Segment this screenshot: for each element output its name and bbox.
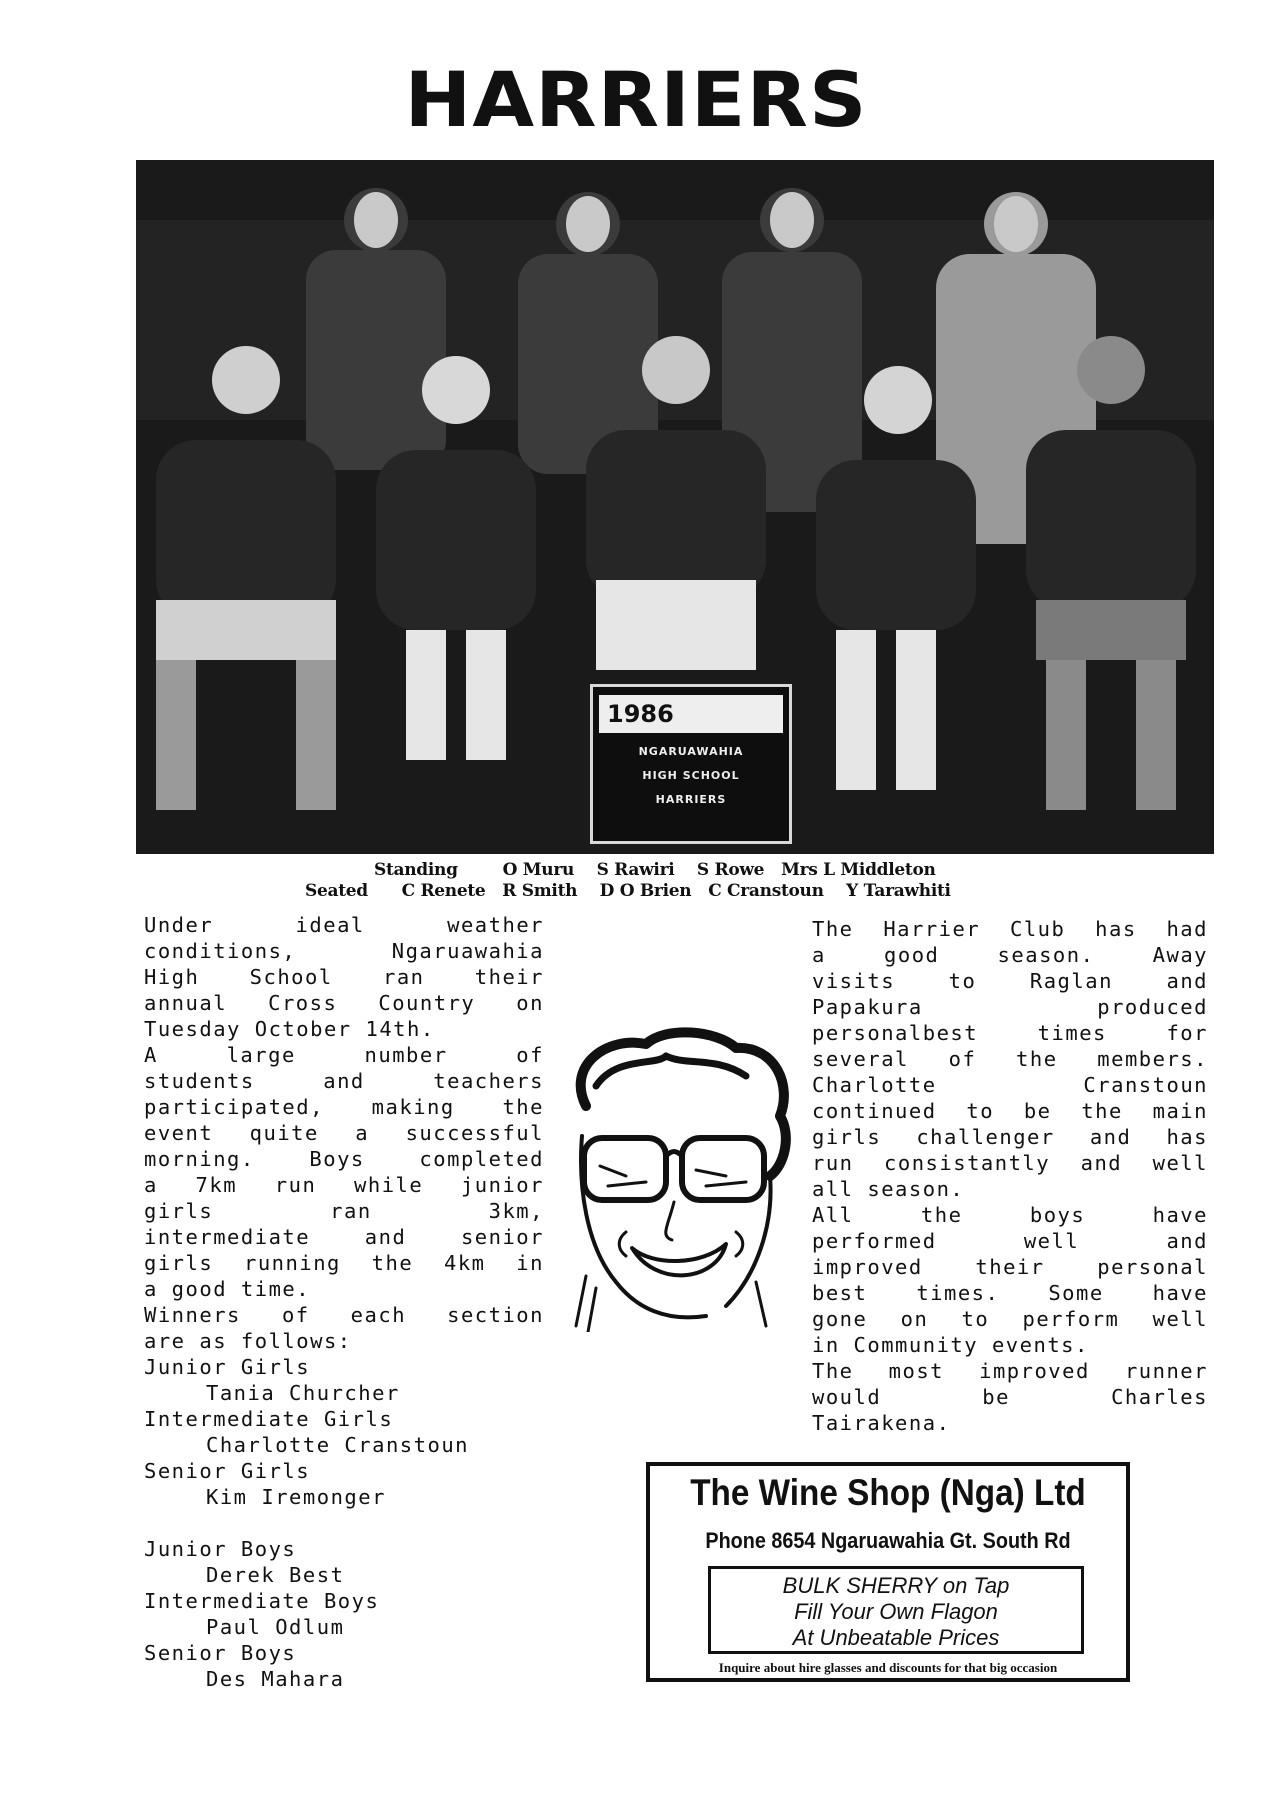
article-line: a good time. [144, 1277, 311, 1301]
ad-offer-line: At Unbeatable Prices [792, 1625, 1000, 1650]
winner-name: Charlotte Cranstoun [206, 1433, 469, 1457]
article-line: girls ran 3km, [144, 1199, 544, 1223]
board-line: NGARUAWAHIA [638, 745, 744, 758]
article-left-column [144, 912, 544, 1692]
article-line: in Community events. [812, 1333, 1089, 1357]
article-line: run consistantly and well [812, 1151, 1208, 1175]
caption-name: R Smith [502, 881, 578, 901]
ad-phone-line: Phone 8654 Ngaruawahia Gt. South Rd [705, 1528, 1071, 1553]
ad-offer-line: BULK SHERRY on Tap [782, 1573, 1010, 1598]
winner-name: Des Mahara [206, 1667, 345, 1691]
article-line: Papakura produced [812, 995, 1208, 1019]
article-line: gone on to perform well [812, 1307, 1208, 1331]
winner-name: Tania Churcher [206, 1381, 400, 1405]
caption-seated [305, 881, 1272, 901]
spacer [144, 1510, 544, 1536]
article-line: Tairakena. [812, 1411, 951, 1435]
wine-shop-advertisement [646, 1462, 1130, 1682]
article-right-column [812, 916, 1208, 1436]
article-line: conditions, Ngaruawahia [144, 939, 544, 963]
winner-name: Derek Best [206, 1563, 345, 1587]
caption-name: C Renete [401, 881, 486, 901]
article-line: best times. Some have [812, 1281, 1208, 1305]
article-line: continued to be the main [812, 1099, 1208, 1123]
article-line: The Harrier Club has had [812, 917, 1208, 941]
article-line: visits to Raglan and [812, 969, 1208, 993]
article-line: personalbest times for [812, 1021, 1208, 1045]
article-line: girls challenger and has [812, 1125, 1208, 1149]
board-line: HARRIERS [655, 793, 727, 806]
article-line: students and teachers [144, 1069, 544, 1093]
article-line: annual Cross Country on [144, 991, 544, 1015]
article-line: improved their personal [812, 1255, 1208, 1279]
winner-name: Paul Odlum [206, 1615, 345, 1639]
board-line: HIGH SCHOOL [642, 769, 740, 782]
caption-standing [374, 860, 1272, 880]
article-line: several of the members. [812, 1047, 1208, 1071]
article-line: a good season. Away [812, 943, 1208, 967]
winner-category: Intermediate Boys [144, 1589, 380, 1613]
caption-name: S Rowe [696, 860, 765, 880]
article-line: Under ideal weather [144, 913, 544, 937]
school-sign-board [590, 684, 792, 844]
caption-label: Standing [374, 860, 458, 880]
page-title: HARRIERS [404, 55, 868, 144]
article-line: are as follows: [144, 1329, 352, 1353]
article-line: performed well and [812, 1229, 1208, 1253]
article-line: girls running the 4km in [144, 1251, 544, 1275]
article-line: Winners of each section [144, 1303, 544, 1327]
article-line: all season. [812, 1177, 965, 1201]
ad-footer: Inquire about hire glasses and discounts for that big occasion [718, 1660, 1058, 1675]
caption-name: Y Tarawhiti [846, 881, 951, 901]
cartoon-face-illustration [556, 1026, 796, 1332]
board-year: 1986 [599, 695, 783, 733]
winner-category: Senior Boys [144, 1641, 297, 1665]
article-line: event quite a successful [144, 1121, 544, 1145]
winner-category: Intermediate Girls [144, 1407, 394, 1431]
article-line: High School ran their [144, 965, 544, 989]
caption-name: C Cranstoun [708, 881, 824, 901]
caption-name: S Rawiri [596, 860, 675, 880]
team-photo [136, 160, 1214, 854]
article-line: Charlotte Cranstoun [812, 1073, 1208, 1097]
article-line: Tuesday October 14th. [144, 1017, 435, 1041]
article-line: would be Charles [812, 1385, 1208, 1409]
winner-category: Senior Girls [144, 1459, 311, 1483]
winner-category: Junior Boys [144, 1537, 297, 1561]
ad-offer-box [708, 1566, 1084, 1654]
caption-label: Seated [305, 881, 368, 901]
article-line: A large number of [144, 1043, 544, 1067]
ad-offer-line: Fill Your Own Flagon [794, 1599, 998, 1624]
article-line: participated, making the [144, 1095, 544, 1119]
article-line: morning. Boys completed [144, 1147, 544, 1171]
caption-name: Mrs L Middleton [781, 860, 936, 880]
caption-name: O Muru [502, 860, 575, 880]
winner-category: Junior Girls [144, 1355, 311, 1379]
article-line: a 7km run while junior [144, 1173, 544, 1197]
article-line: intermediate and senior [144, 1225, 544, 1249]
ad-shop-name: The Wine Shop (Nga) Ltd [690, 1472, 1086, 1513]
article-line: The most improved runner [812, 1359, 1208, 1383]
winner-name: Kim Iremonger [206, 1485, 386, 1509]
caption-name: D O Brien [599, 881, 692, 901]
article-line: All the boys have [812, 1203, 1208, 1227]
